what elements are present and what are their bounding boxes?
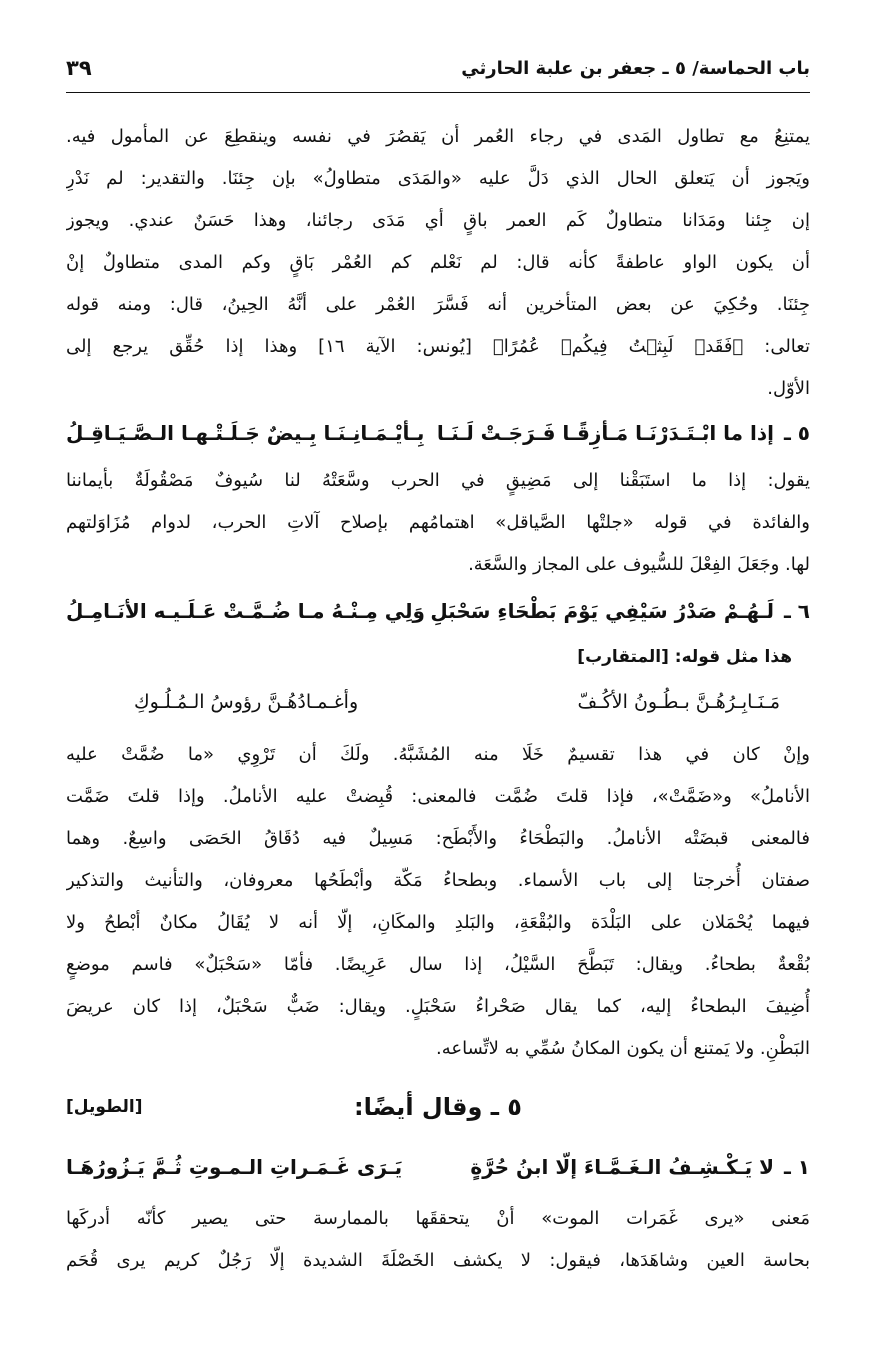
verse-1 xyxy=(66,1144,810,1190)
verse-number: ٦ ـ xyxy=(783,599,810,623)
verse-number: ١ ـ xyxy=(783,1155,810,1179)
verse-second-hemistich: يَـرَى غَـمَـراتِ الـمـوتِ ثُـمَّ يَـزُورُهَـا xyxy=(66,1155,403,1179)
para1-line-2: ويَجوز أن يَتعلق الحال الذي دَلَّ عليه «والمَدَى متطاولُ» بإن جِئنَا. والتقدير: لم نَدْرِ xyxy=(66,168,810,189)
para2-line-1: يقول: إذا ما استَبَقْنا إلى مَضِيقٍ في الحرب وسَّعَتْهُ لنا سُيوفٌ مَصْقُولَةٌ بأيماننا xyxy=(66,470,810,491)
para1-line-5: جِئنَا. وحُكِيَ عن بعض المتأخرين أنه فَسَّرَ العُمْر على أنَّهُ الحِينُ، قال: ومنه قوله xyxy=(66,294,810,315)
section-heading xyxy=(66,1084,810,1130)
verse-first-hemistich: إذا ما ابْـتَـدَرْنَـا مَـأزِقًـا فَـرَجَـتْ لَـنَـا xyxy=(436,421,774,445)
para3-line-8: البَطْنِ. ولا يَمتنع أن يكون المكانُ سُمِّي به لاتِّساعه. xyxy=(435,1038,810,1059)
section-title: ٥ ـ وقال أيضًا: xyxy=(354,1093,522,1121)
citation-intro-text: هذا مثل قوله: xyxy=(674,647,792,667)
para3-line-5: فيهما يُحْمَلان على البَلْدَة والبُقْعَةِ، والبَلدِ والمكَانِ، إلّا أنه لا يُقَالُ مكانٌ أبْطحُ ولا xyxy=(66,912,810,933)
verse-second-hemistich: وَلِي مِـنْـهُ مـا ضُـمَّـتْ عَـلَـيـه الأنَـامِـلُ xyxy=(66,599,425,623)
verse-5 xyxy=(66,410,810,456)
para1-line-1: يمتنِعُ مع تطاول المَدى في رجاء العُمر أن يَقصُرَ في نفسه وينقطِعَ عن المأمول فيه. xyxy=(66,126,810,147)
quoted-second-hemistich: وأغـمـادُهُـنَّ رؤوسُ الـمُـلُـوكِ xyxy=(134,691,359,713)
para2-line-3: لها. وجَعَلَ الفِعْلَ للسُّيوف على المجاز والسَّعَة. xyxy=(468,554,810,575)
verse-number: ٥ ـ xyxy=(783,421,810,445)
para3-line-4: صفتان أُخرجتا إلى باب الأسماء. وبطحاءُ مَكّة وأبْطَحُها معروفان، والتأنيث والتذكير xyxy=(66,870,810,891)
para3-line-3: فالمعنى قبضَتْه الأناملُ. والبَطْحَاءُ والأَبْطَح: مَسِيلٌ فيه دُقَاقُ الحَصَى واسِعٌ. وهما xyxy=(66,828,810,849)
quoted-verse xyxy=(66,680,810,724)
para1-line-7: الأوّل. xyxy=(767,378,810,399)
chapter-title: باب الحماسة/ ٥ ـ جعفر بن علبة الحارثي xyxy=(461,58,810,79)
para3-line-2: الأناملُ» و«ضَمَّتْ»، فإذا قلتَ ضُمَّت فالمعنى: قُبِضتْ عليه الأناملُ. وإذا قلتَ ضَمَّت xyxy=(66,786,810,807)
para3-line-6: بُقْعةٌ بطحاءُ. ويقال: تَبَطَّحَ السَّيْلُ، إذا سال عَرِيضًا. فأمّا «سَحْبَلٌ» فاسم موضعٍ xyxy=(66,954,810,975)
running-header xyxy=(66,54,810,93)
page-number: ٣٩ xyxy=(66,56,92,80)
para4-line-1: مَعنى «يرى غَمَرات الموت» أنْ يتحققَها بالممارسة حتى يصير كأنّه أدركَها xyxy=(66,1208,810,1229)
quoted-first-hemistich: مَـنَـابِـرُهُـنَّ بـطُـونُ الأكُـفّ xyxy=(577,691,780,713)
verse-first-hemistich: لَـهُـمْ صَدْرُ سَيْفِي يَوْمَ بَطْحَاءِ سَحْبَلِ xyxy=(430,599,774,623)
verse-second-hemistich: بِـأيْـمَـانِـنَـا بِـيضٌ جَـلَـتْـهـا الـصَّـيَـاقِـلُ xyxy=(66,421,425,445)
para3-line-1: وإنْ كان في هذا تقسيمٌ خَلَا منه المُشَبَّهُ. ولَكَ أن تَرْوِي «ما ضُمَّتْ عليه xyxy=(66,744,810,765)
para2-line-2: والفائدة في قوله «جلتْها الصَّياقل» اهتمامُهم بإصلاح آلاتِ الحرب، لدوام مُزَاوَلتهم xyxy=(66,512,810,533)
verse-first-hemistich: لا يَـكْـشِـفُ الـغَـمَّـاءَ إلّا ابنُ حُرَّةٍ xyxy=(470,1155,774,1179)
para1-line-3: إن جِئنا ومَدَانا متطاولٌ كَم العمر باقٍ أي مَدَى رجائنا، وهذا حَسَنٌ عندي. ويجوز xyxy=(66,210,810,231)
citation-meter: [المتقارب] xyxy=(577,647,669,667)
para4-line-2: بحاسة العين وشاهَدَها، فيقول: لا يكشف الخَصْلَةَ الشديدة إلّا رَجُلٌ كريم يرى قُحَم xyxy=(66,1250,810,1271)
section-meter: [الطويل] xyxy=(66,1097,143,1117)
para1-line-4: أن يكون الواو عاطفةً كأنه قال: لم نَعْلم كم العُمْر بَاقٍ وكم المدى متطاولٌ إنْ xyxy=(66,252,810,273)
para3-line-7: أُضِيفَ البطحاءُ إليه، كما يقال صَحْراءُ سَحْبَلٍ. ويقال: ضَبٌّ سَحْبَلٌ، إذا كان عريضَ xyxy=(66,996,810,1017)
citation-intro xyxy=(577,638,792,676)
book-page xyxy=(66,54,810,1271)
para1-line-6: تعالى: ﴿فَقَدۡ لَبِثۡتُ فِيكُمۡ عُمُرًا﴾ [يُونس: الآية ١٦] وهذا إذا حُقِّق يرجع إلى xyxy=(66,336,810,357)
verse-6 xyxy=(66,588,810,634)
